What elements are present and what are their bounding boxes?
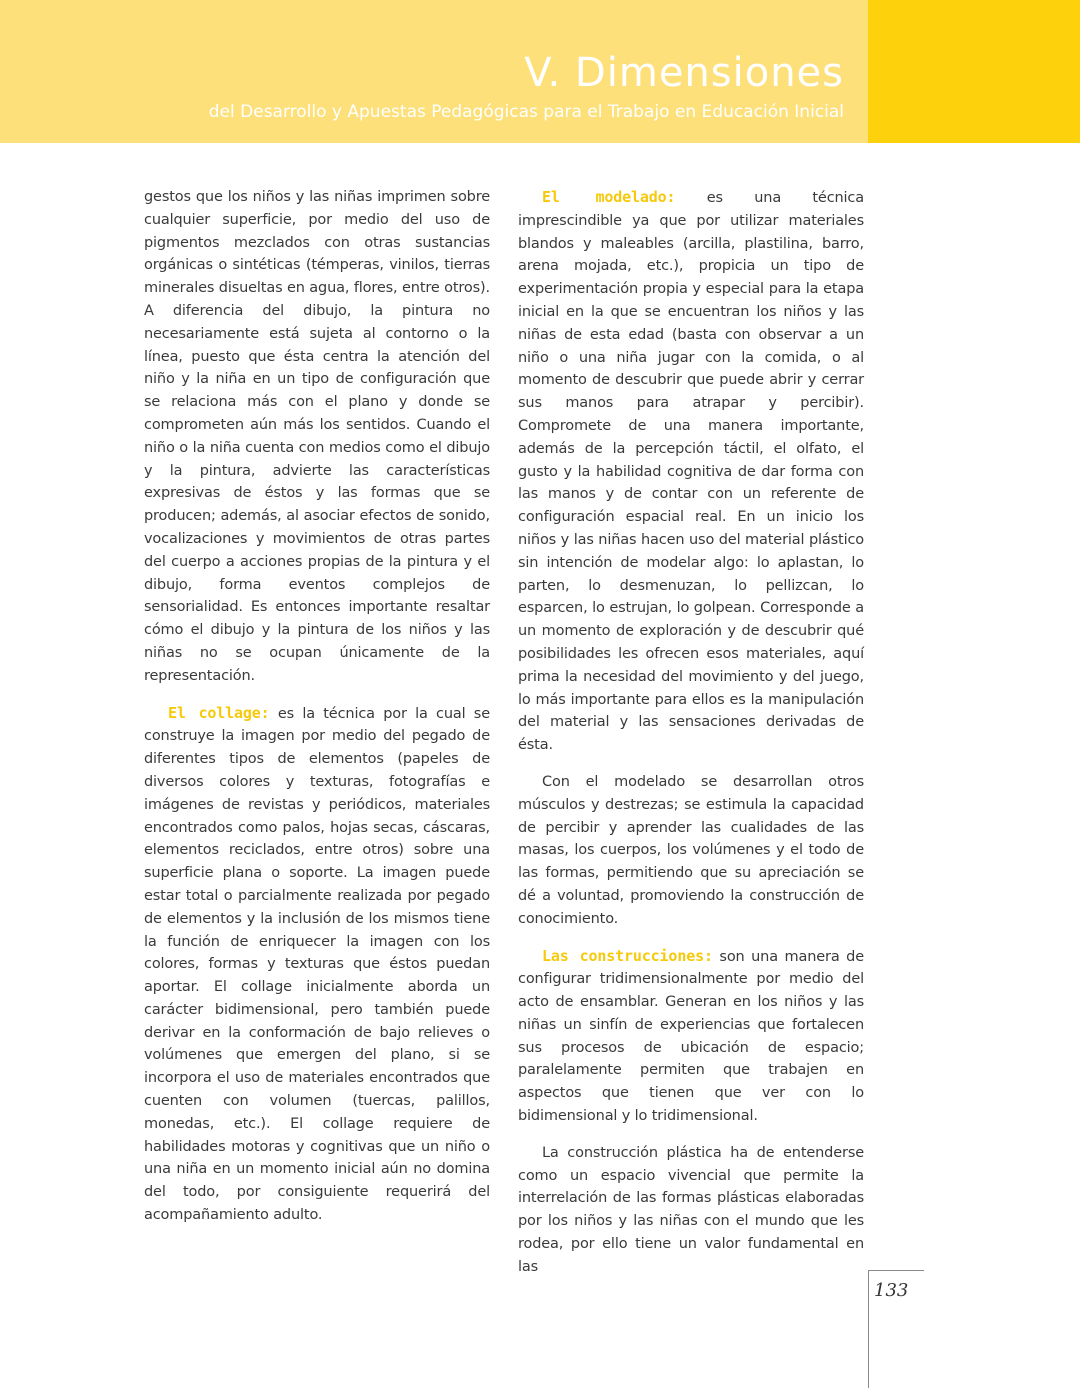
term-modelado: El modelado: [542,188,676,206]
paragraph-construcciones [518,945,864,1128]
left-column [144,186,490,1241]
paragraph-modelado-text: es una técnica imprescindible ya que por utilizar materiales blandos y maleables (arcilla, plastilina, barro, arena mojada, etc.), propicia un tipo de experimentación propia y especial para la etapa inicial en la que se encuentran los niños y las niñas de esta edad (basta con observar a un niño o una niña jugar con la comida, o al momento de descubrir que puede abrir y cerrar sus manos para atrapar y percibir). Compromete de una manera importante, además de la percepción táctil, el olfato, el gusto y la habilidad cognitiva de dar forma con las manos y de contar con un referente de configuración espacial real. En un inicio los niños y las niñas hacen uso del material plástico sin intención de modelar algo: lo aplastan, lo parten, lo desmenuzan, lo pellizcan, lo esparcen, lo estrujan, lo golpean. Corresponde a un momento de exploración y de descubrir qué posibilidades les ofrecen esos materiales, aquí prima la necesidad del movimiento y del juego, lo más importante para ellos es la manipulación del material y las sensaciones derivadas de ésta. [518,190,864,754]
paragraph-modelado-skills: Con el modelado se desarrollan otros músculos y destrezas; se estimula la capacidad de percibir y aprender las cualidades de las masas, los cuerpos, los volúmenes y el todo de las formas, permitiendo que su apreciación se dé a voluntad, promoviendo la construcción de conocimiento. [518,773,864,927]
term-construcciones: Las construcciones: [542,946,713,965]
paragraph-construccion-plastica: La construcción plástica ha de entenderse como un espacio vivencial que permite la interrelación de las formas plásticas elaboradas por los niños y las niñas con el mundo que les rodea, por ello tiene un valor fundamental en las [518,1144,864,1275]
page-number: 133 [874,1280,909,1301]
header-accent-block [868,0,1080,143]
page-number-rule-vertical [868,1270,869,1388]
term-collage: El collage: [168,703,270,722]
right-column [518,186,864,1293]
chapter-subtitle: del Desarrollo y Apuestas Pedagógicas para el Trabajo en Educación Inicial [208,102,844,122]
paragraph-construcciones-text: son una manera de configurar tridimensionalmente por medio del acto de ensamblar. Generan en los niños y las niñas un sinfín de experiencias que fortalecen sus procesos de ubicación de espacio; paralelamente permiten que trabajen en aspectos que tienen que ver con lo bidimensional y lo tridimensional. [518,948,864,1125]
chapter-title: V. Dimensiones [524,50,844,96]
paragraph-collage [144,702,490,1227]
paragraph-collage-text: es la técnica por la cual se construye la imagen por medio del pegado de diferentes tipos de elementos (papeles de diversos colores y texturas, fotografías e imágenes de revistas y periódicos, materiales encontrados como palos, hojas secas, cáscaras, elementos reciclados, entre otros) sobre una superficie plana o soporte. La imagen puede estar total o parcialmente realizada por pegado de elementos y la inclusión de los mismos tiene la función de enriquecer la imagen con los colores, formas y texturas que éstos puedan aportar. El collage inicialmente aborda un carácter bidimensional, pero también puede derivar en la conformación de bajo relieves o volúmenes que emergen del plano, si se incorpora el uso de materiales encontrados que cuenten con volumen (tuercas, palillos, monedas, etc.). El collage requiere de habilidades motoras y cognitivas que un niño o una niña en un momento inicial aún no domina del todo, por consiguiente requerirá del acompañamiento adulto. [144,705,490,1224]
page-number-rule-horizontal [868,1270,924,1271]
paragraph-modelado [518,186,864,757]
paragraph-painting: gestos que los niños y las niñas imprimen sobre cualquier superficie, por medio del uso de pigmentos mezclados con otras sustancias orgánicas o sintéticas (témperas, vinilos, tierras minerales disueltas en agua, flores, entre otros). A diferencia del dibujo, la pintura no necesariamente está sujeta al contorno o la línea, puesto que ésta centra la atención del niño y la niña en un tipo de configuración que se relaciona más con el plano y donde se comprometen aún más los sentidos. Cuando el niño o la niña cuenta con medios como el dibujo y la pintura, advierte las características expresivas de éstos y las formas que se producen; además, al asociar efectos de sonido, vocalizaciones y movimientos de otras partes del cuerpo a acciones propias de la pintura y el dibujo, forma eventos complejos de sensorialidad. Es entonces importante resaltar cómo el dibujo y la pintura de los niños y las niñas no se ocupan únicamente de la representación. [144,189,490,684]
